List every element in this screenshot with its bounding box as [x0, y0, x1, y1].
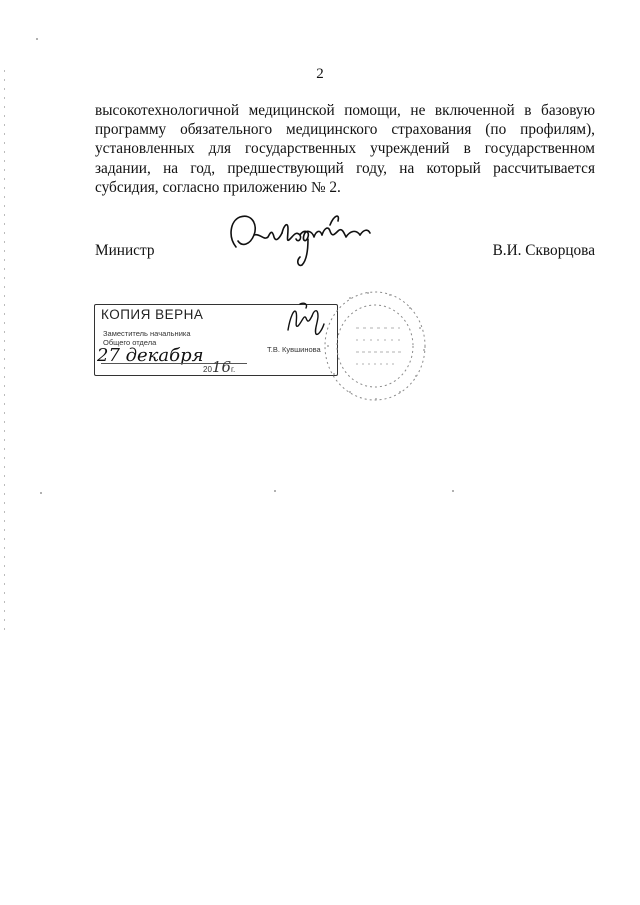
body-line: субсидия, согласно приложению № 2.: [95, 178, 341, 196]
scan-speck: [40, 492, 42, 494]
stamp-date-handwritten: 27 декабря: [97, 345, 204, 366]
stamp-year-prefix: 20: [203, 365, 212, 374]
handwritten-signature: [224, 207, 374, 269]
stamp-year-suffix: г.: [231, 365, 236, 374]
stamp-title: КОПИЯ ВЕРНА: [101, 307, 204, 322]
scan-speck: [274, 490, 276, 492]
scan-speck: [36, 38, 38, 40]
stamp-position-line: Заместитель начальника: [103, 329, 191, 338]
stamp-year: [203, 358, 235, 376]
scan-speck: [452, 490, 454, 492]
body-paragraph: [95, 101, 595, 197]
stamp-position-line: Общего отдела: [103, 338, 157, 347]
body-line: установленных для государственных учреждений в государственном: [95, 140, 595, 158]
body-line: высокотехнологичной медицинской помощи, не включенной в базовую: [95, 102, 595, 119]
official-seal: [320, 284, 430, 404]
signatory-name: В.И. Скворцова: [492, 242, 595, 259]
signatory-position: Министр: [95, 242, 155, 259]
stamp-year-handwritten: 16: [211, 358, 231, 376]
page-number: 2: [316, 66, 324, 82]
stamp-signer-name: Т.В. Кувшинова: [267, 345, 321, 354]
scan-margin-artifact: [4, 70, 5, 630]
body-line: программу обязательного медицинского страхования (по профилям),: [95, 121, 595, 139]
body-line: задании, на год, предшествующий году, на который рассчитывается: [95, 159, 595, 177]
